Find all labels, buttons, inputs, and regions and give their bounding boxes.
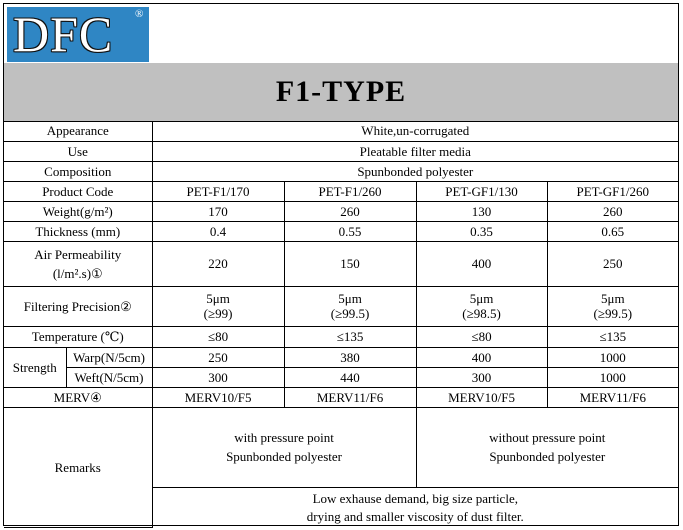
spec-table [4, 121, 678, 528]
label-line: (l/m².s)① [52, 265, 103, 281]
cell [547, 286, 678, 326]
cell: 150 [284, 241, 416, 286]
cell: 220 [152, 241, 284, 286]
unit: 5μm [338, 291, 362, 306]
value: (≥98.5) [462, 306, 501, 321]
row-filtering-precision [4, 286, 678, 326]
cell: PET-GF1/260 [547, 181, 678, 201]
value: (≥99) [203, 306, 233, 321]
remark-line: Spunbonded polyester [489, 449, 606, 464]
logo-text: DFC [13, 6, 114, 62]
unit: 5μm [206, 291, 230, 306]
cell: 440 [284, 367, 416, 387]
row-label: Use [4, 141, 152, 161]
row-temperature [4, 326, 678, 347]
cell: 0.55 [284, 221, 416, 241]
row-value: White,un-corrugated [152, 121, 678, 141]
registered-mark: ® [135, 8, 144, 20]
cell: 0.35 [416, 221, 547, 241]
value: (≥99.5) [593, 306, 633, 321]
cell: 250 [547, 241, 678, 286]
cell: 250 [152, 347, 284, 367]
cell: 380 [284, 347, 416, 367]
note-line: Low exhause demand, big size particle, [312, 490, 518, 506]
cell: 0.4 [152, 221, 284, 241]
row-weight [4, 201, 678, 221]
remark-without-pressure [416, 407, 678, 487]
spec-sheet [3, 3, 679, 526]
cell: 1000 [547, 367, 678, 387]
cell: ≤80 [152, 326, 284, 347]
cell: MERV11/F6 [284, 387, 416, 407]
unit: 5μm [469, 291, 494, 306]
remark-note [152, 487, 678, 527]
row-remarks [4, 407, 678, 487]
cell: 0.65 [547, 221, 678, 241]
logo-row [4, 4, 678, 64]
page-title: F1-TYPE [275, 75, 407, 108]
cell: PET-GF1/130 [416, 181, 547, 201]
cell: PET-F1/260 [284, 181, 416, 201]
cell: 170 [152, 201, 284, 221]
row-label: Composition [4, 161, 152, 181]
note-line: drying and smaller viscosity of dust filter. [306, 508, 524, 524]
row-value: Spunbonded polyester [152, 161, 678, 181]
row-label: Temperature (℃) [4, 326, 152, 347]
label-line: Air Permeability [34, 246, 122, 262]
row-strength-warp [4, 347, 678, 367]
value: (≥99.5) [330, 306, 370, 321]
cell: 300 [416, 367, 547, 387]
cell [152, 286, 284, 326]
remark-line: with pressure point [234, 430, 334, 445]
row-label: Strength [4, 347, 66, 387]
row-merv [4, 387, 678, 407]
cell: 260 [547, 201, 678, 221]
row-label: MERV④ [4, 387, 152, 407]
row-label: Remarks [4, 407, 152, 527]
row-label [4, 241, 152, 286]
cell: 260 [284, 201, 416, 221]
cell: PET-F1/170 [152, 181, 284, 201]
row-label: Product Code [4, 181, 152, 201]
cell: ≤135 [284, 326, 416, 347]
cell: MERV10/F5 [416, 387, 547, 407]
row-label: Filtering Precision② [4, 286, 152, 326]
row-strength-weft [4, 367, 678, 387]
cell: 1000 [547, 347, 678, 367]
row-thickness [4, 221, 678, 241]
cell: MERV10/F5 [152, 387, 284, 407]
row-label: Thickness (mm) [4, 221, 152, 241]
cell: ≤135 [547, 326, 678, 347]
row-use [4, 141, 678, 161]
cell: MERV11/F6 [547, 387, 678, 407]
sub-label: Warp(N/5cm) [66, 347, 152, 367]
remark-line: Spunbonded polyester [226, 449, 342, 464]
unit: 5μm [600, 291, 625, 306]
cell: 300 [152, 367, 284, 387]
row-label: Weight(g/m²) [4, 201, 152, 221]
row-product-code [4, 181, 678, 201]
cell: 130 [416, 201, 547, 221]
title-band [4, 63, 678, 122]
row-composition [4, 161, 678, 181]
row-appearance [4, 121, 678, 141]
cell [416, 286, 547, 326]
dfc-logo [7, 7, 149, 62]
cell: ≤80 [416, 326, 547, 347]
cell: 400 [416, 347, 547, 367]
row-value: Pleatable filter media [152, 141, 678, 161]
cell [284, 286, 416, 326]
remark-with-pressure [152, 407, 416, 487]
sub-label: Weft(N/5cm) [66, 367, 152, 387]
remark-line: without pressure point [489, 430, 606, 445]
cell: 400 [416, 241, 547, 286]
row-label: Appearance [4, 121, 152, 141]
row-air-permeability [4, 241, 678, 286]
